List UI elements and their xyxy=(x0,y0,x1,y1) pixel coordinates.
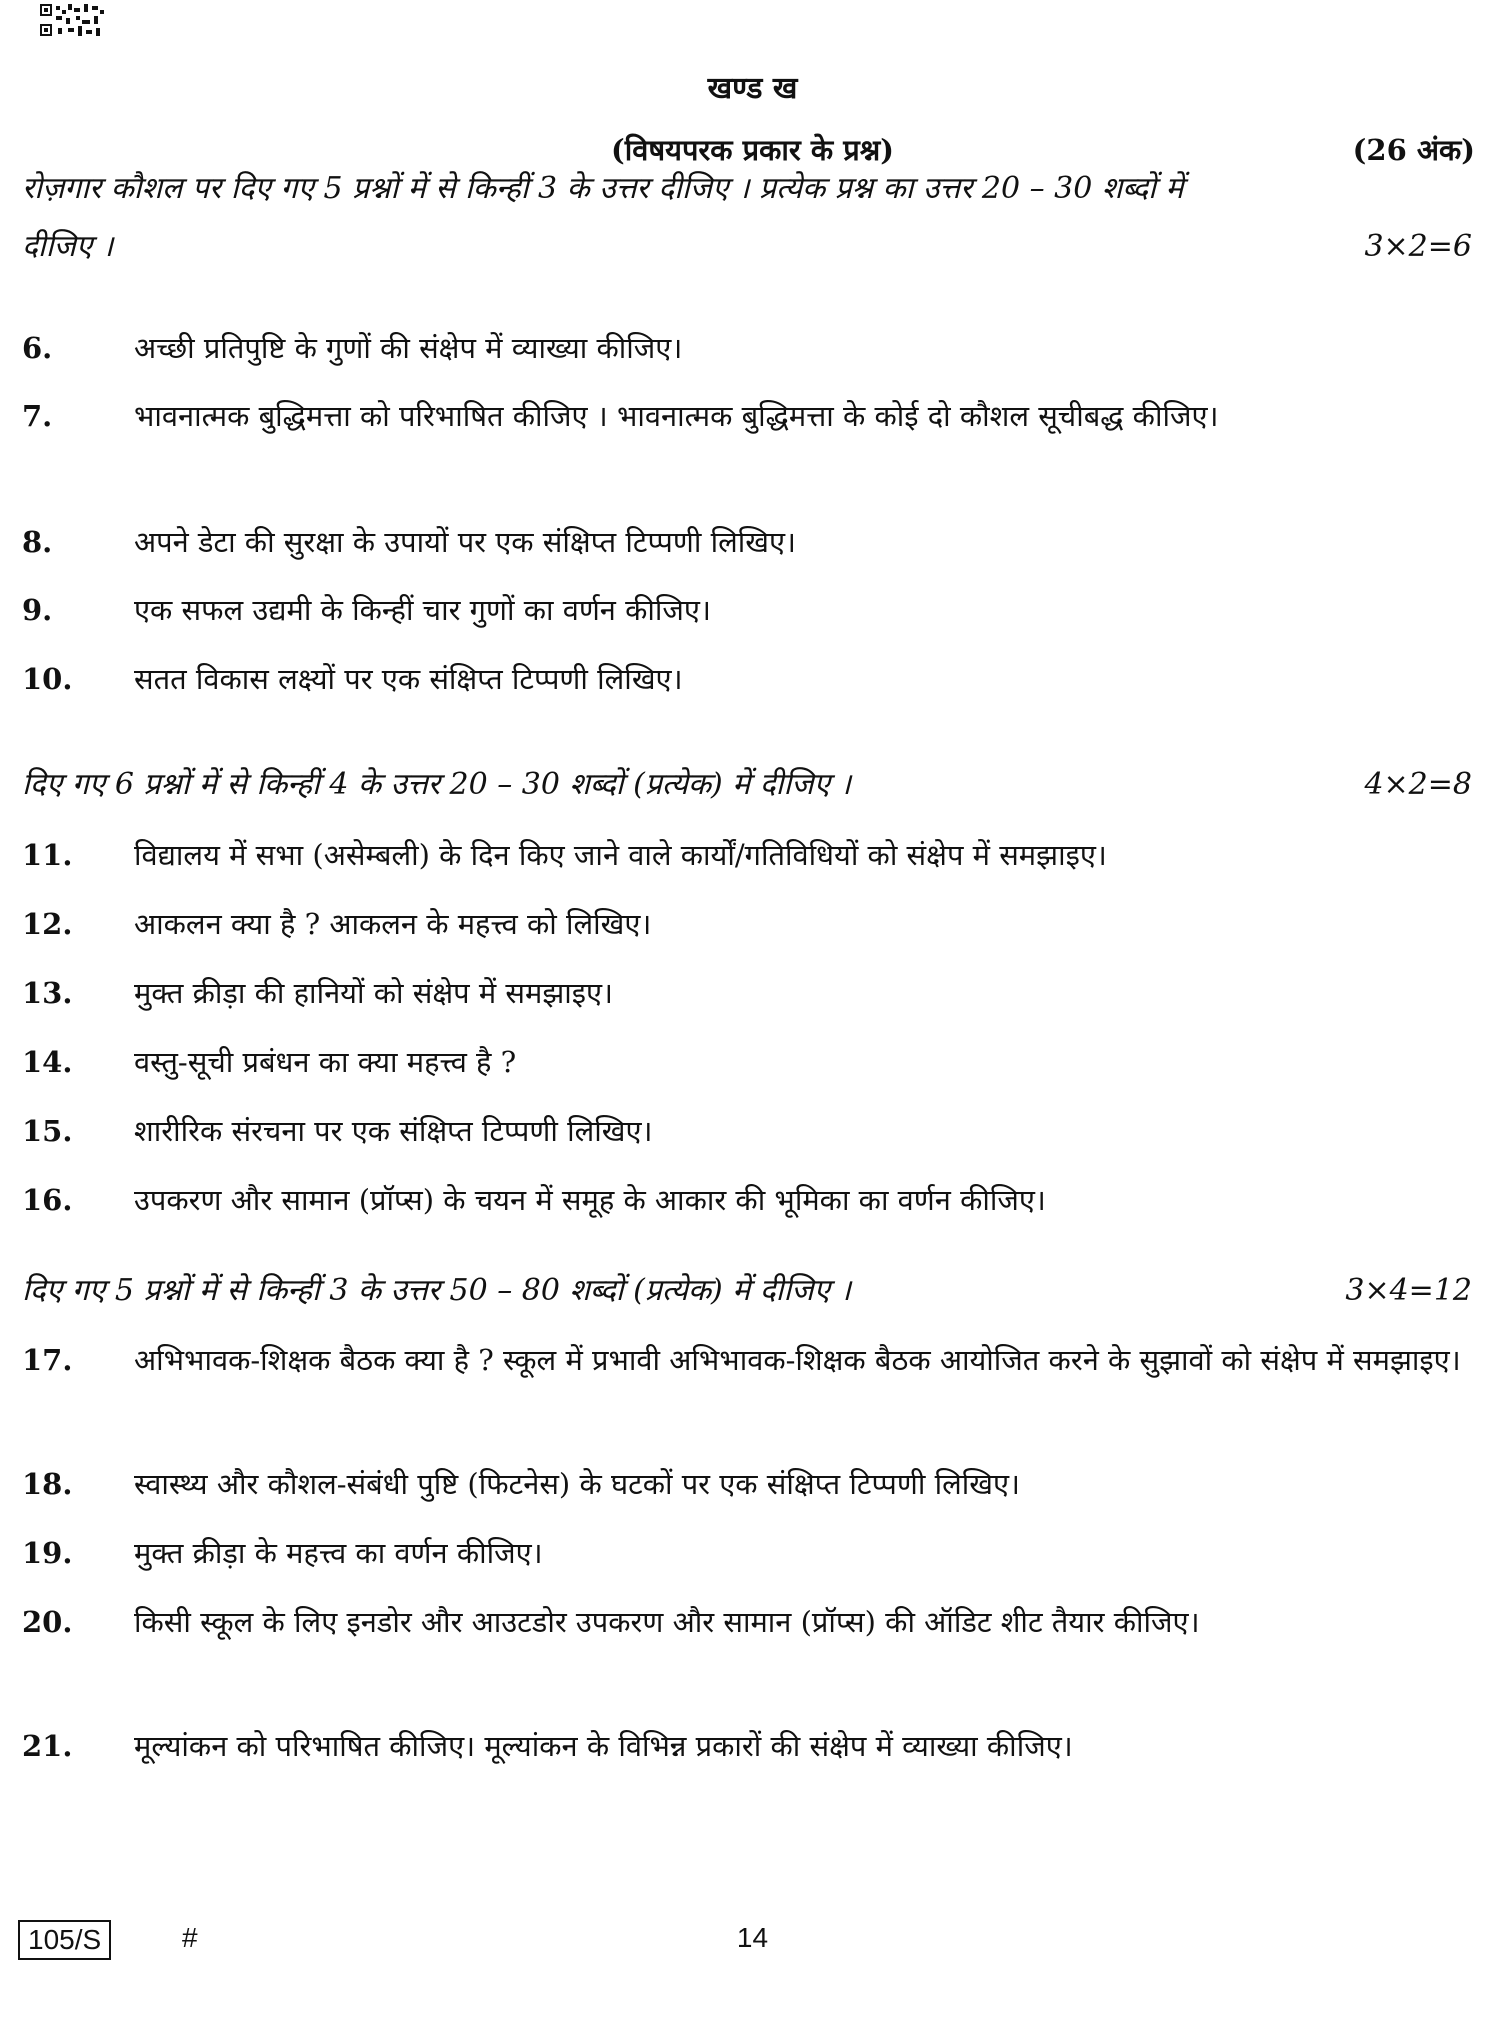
question-text: अभिभावक-शिक्षक बैठक क्या है ? स्कूल में प्रभावी अभिभावक-शिक्षक बैठक आयोजित करने के सुझावों को संक्षेप में समझाइए। xyxy=(134,1343,1461,1377)
question-text: भावनात्मक बुद्धिमत्ता को परिभाषित कीजिए । भावनात्मक बुद्धिमत्ता के कोई दो कौशल सूचीबद्ध कीजिए। xyxy=(134,399,1219,433)
instruction xyxy=(22,1262,1472,1320)
question-text: स्वास्थ्य और कौशल-संबंधी पुष्टि (फिटनेस) के घटकों पर एक संक्षिप्त टिप्पणी लिखिए। xyxy=(134,1467,1021,1501)
question-number: 15. xyxy=(22,1114,73,1148)
question-text: शारीरिक संरचना पर एक संक्षिप्त टिप्पणी लिखिए। xyxy=(134,1114,653,1148)
question-item xyxy=(22,1172,1477,1228)
question-item xyxy=(22,965,1477,1021)
page-number: 14 xyxy=(736,1922,769,1953)
question-item xyxy=(22,1718,1477,1774)
instruction-marks: 3×2=6 xyxy=(1364,229,1472,264)
question-item xyxy=(22,1594,1477,1650)
question-item xyxy=(22,896,1477,952)
question-item xyxy=(22,827,1477,883)
question-item xyxy=(22,1332,1477,1388)
question-item xyxy=(22,514,1477,570)
question-text: मुक्त क्रीड़ा के महत्त्व का वर्णन कीजिए। xyxy=(134,1536,543,1570)
section-marks: (26 अंक) xyxy=(1352,133,1475,167)
paper-code: 105/S xyxy=(18,1920,111,1960)
question-item xyxy=(22,320,1477,376)
question-item xyxy=(22,388,1477,444)
instruction-marks: 4×2=8 xyxy=(1364,767,1472,802)
qr-code xyxy=(40,4,108,38)
footer-hash: # xyxy=(182,1922,198,1953)
question-number: 16. xyxy=(22,1183,73,1217)
question-item xyxy=(22,582,1477,638)
question-number: 10. xyxy=(22,662,73,696)
question-item xyxy=(22,651,1477,707)
question-item xyxy=(22,1103,1477,1159)
section-title: खण्ड ख xyxy=(707,71,798,106)
instruction-line: दीजिए । xyxy=(22,229,114,264)
question-text: सतत विकास लक्ष्यों पर एक संक्षिप्त टिप्पणी लिखिए। xyxy=(134,662,683,696)
question-text: विद्यालय में सभा (असेम्बली) के दिन किए जाने वाले कार्यों/गतिविधियों को संक्षेप में समझाइए। xyxy=(134,838,1107,872)
question-text: आकलन क्या है ? आकलन के महत्त्व को लिखिए। xyxy=(134,907,652,941)
question-text: किसी स्कूल के लिए इनडोर और आउटडोर उपकरण और सामान (प्रॉप्स) की ऑडिट शीट तैयार कीजिए। xyxy=(134,1605,1200,1639)
instruction-line: दिए गए 6 प्रश्नों में से किन्हीं 4 के उत्तर 20 – 30 शब्दों (प्रत्येक) में दीजिए । xyxy=(22,767,851,802)
question-number: 6. xyxy=(22,331,53,365)
question-item xyxy=(22,1034,1477,1090)
question-number: 9. xyxy=(22,593,53,627)
instruction-line: रोज़गार कौशल पर दिए गए 5 प्रश्नों में से किन्हीं 3 के उत्तर दीजिए । प्रत्येक प्रश्न का उत्तर 20 – 30 शब्दों में xyxy=(22,171,1184,206)
question-number: 7. xyxy=(22,399,53,433)
question-text: मूल्यांकन को परिभाषित कीजिए। मूल्यांकन के विभिन्न प्रकारों की संक्षेप में व्याख्या कीजिए। xyxy=(134,1729,1073,1763)
question-number: 8. xyxy=(22,525,53,559)
question-text: एक सफल उद्यमी के किन्हीं चार गुणों का वर्णन कीजिए। xyxy=(134,593,711,627)
question-number: 20. xyxy=(22,1605,73,1639)
question-item xyxy=(22,1525,1477,1581)
question-number: 12. xyxy=(22,907,73,941)
instruction xyxy=(22,160,1472,276)
instruction xyxy=(22,756,1472,814)
question-text: अपने डेटा की सुरक्षा के उपायों पर एक संक्षिप्त टिप्पणी लिखिए। xyxy=(134,525,797,559)
question-number: 11. xyxy=(22,838,73,872)
question-number: 17. xyxy=(22,1343,73,1377)
question-number: 19. xyxy=(22,1536,73,1570)
question-number: 21. xyxy=(22,1729,73,1763)
question-text: वस्तु-सूची प्रबंधन का क्या महत्त्व है ? xyxy=(134,1045,517,1079)
instruction-line: दिए गए 5 प्रश्नों में से किन्हीं 3 के उत्तर 50 – 80 शब्दों (प्रत्येक) में दीजिए । xyxy=(22,1273,851,1308)
section-subtitle: (विषयपरक प्रकार के प्रश्न) xyxy=(611,133,894,167)
question-number: 18. xyxy=(22,1467,73,1501)
question-number: 13. xyxy=(22,976,73,1010)
question-item xyxy=(22,1456,1477,1512)
question-text: अच्छी प्रतिपुष्टि के गुणों की संक्षेप में व्याख्या कीजिए। xyxy=(134,331,683,365)
question-text: उपकरण और सामान (प्रॉप्स) के चयन में समूह के आकार की भूमिका का वर्णन कीजिए। xyxy=(134,1183,1046,1217)
question-text: मुक्त क्रीड़ा की हानियों को संक्षेप में समझाइए। xyxy=(134,976,614,1010)
instruction-marks: 3×4=12 xyxy=(1345,1273,1472,1308)
question-number: 14. xyxy=(22,1045,73,1079)
